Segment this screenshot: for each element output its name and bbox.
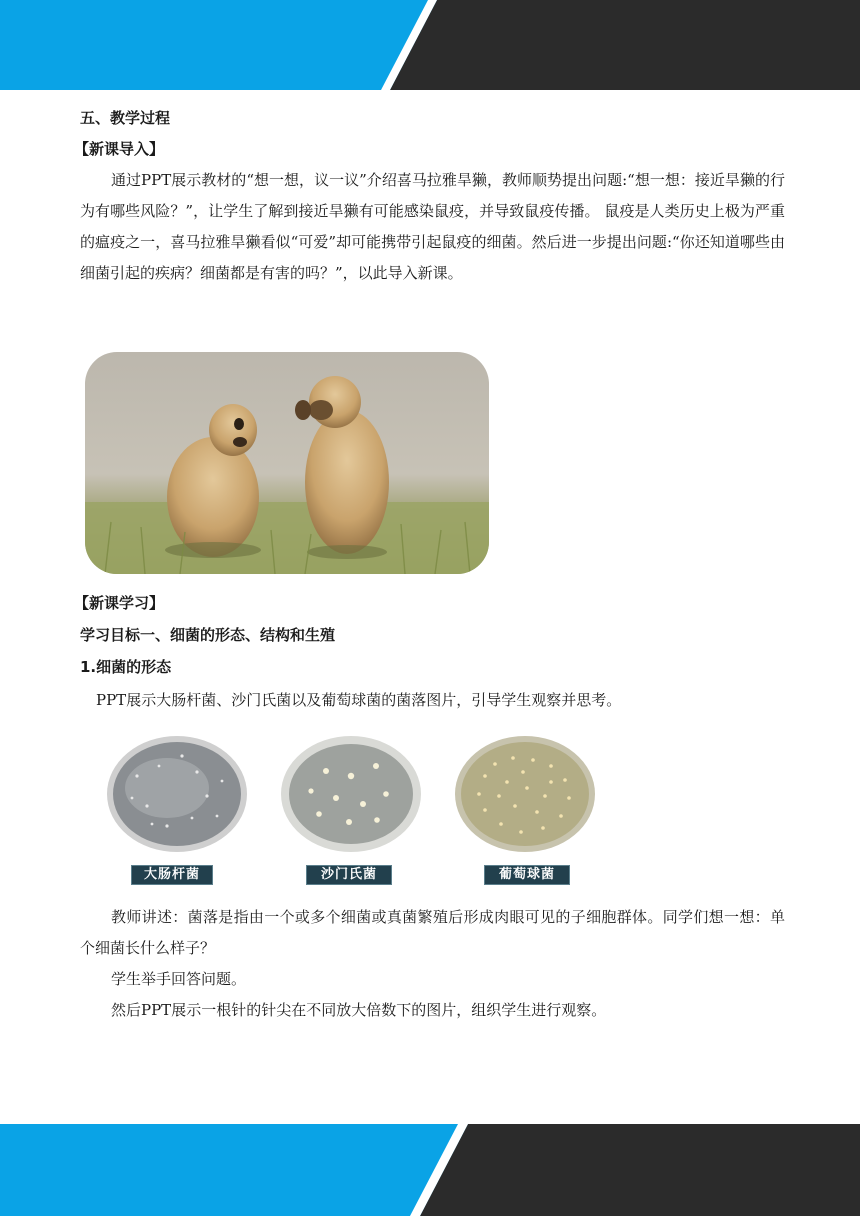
- staphylococcus-label: 葡萄球菌: [484, 865, 570, 885]
- intro-paragraph: 通过PPT展示教材的“想一想，议一议”介绍喜马拉雅旱獭，教师顺势提出问题:“想一想：接近旱獭的行为有哪些风险？”，让学生了解到接近旱獭有可能感染鼠疫，并导致鼠疫传播。 鼠疫是人类历史上极为严重的瘟疫之一，喜马拉雅旱獭看似“可爱”却可能携带引起鼠疫的细菌。然后进一步提出问题:“你还知道哪些由细菌引起的疾病？细菌都是有害的吗？”，以此导入新课。: [80, 171, 785, 282]
- teacher-paragraph: 教师讲述：菌落是指由一个或多个细菌或真菌繁殖后形成肉眼可见的子细胞群体。同学们想一想：单个细菌长什么样子？: [80, 908, 785, 957]
- student-paragraph: 学生举手回答问题。: [111, 970, 247, 988]
- ecoli-label: 大肠杆菌: [131, 865, 213, 885]
- subsection-heading: 1.细菌的形态: [80, 658, 172, 676]
- staphylococcus-dish: [455, 736, 595, 860]
- marmot-photo: [85, 352, 489, 574]
- top-banner: [0, 0, 860, 90]
- ppt-paragraph: PPT展示大肠杆菌、沙门氏菌以及葡萄球菌的菌落图片，引导学生观察并思考。: [96, 691, 622, 709]
- teacher-section: [80, 902, 785, 1026]
- salmonella-dish: [281, 736, 421, 860]
- salmonella-label: 沙门氏菌: [306, 865, 392, 885]
- section-heading: 五、教学过程: [80, 109, 171, 127]
- intro-heading: 【新课导入】: [74, 140, 165, 158]
- study-heading: 【新课学习】: [74, 594, 165, 612]
- study-section: [74, 593, 785, 716]
- needle-paragraph: 然后PPT展示一根针的针尖在不同放大倍数下的图片，组织学生进行观察。: [111, 1001, 607, 1019]
- objective-heading: 学习目标一、细菌的形态、结构和生殖: [80, 626, 336, 644]
- ecoli-dish: [107, 736, 247, 860]
- document-body: [74, 104, 785, 289]
- bottom-banner: [0, 1124, 860, 1216]
